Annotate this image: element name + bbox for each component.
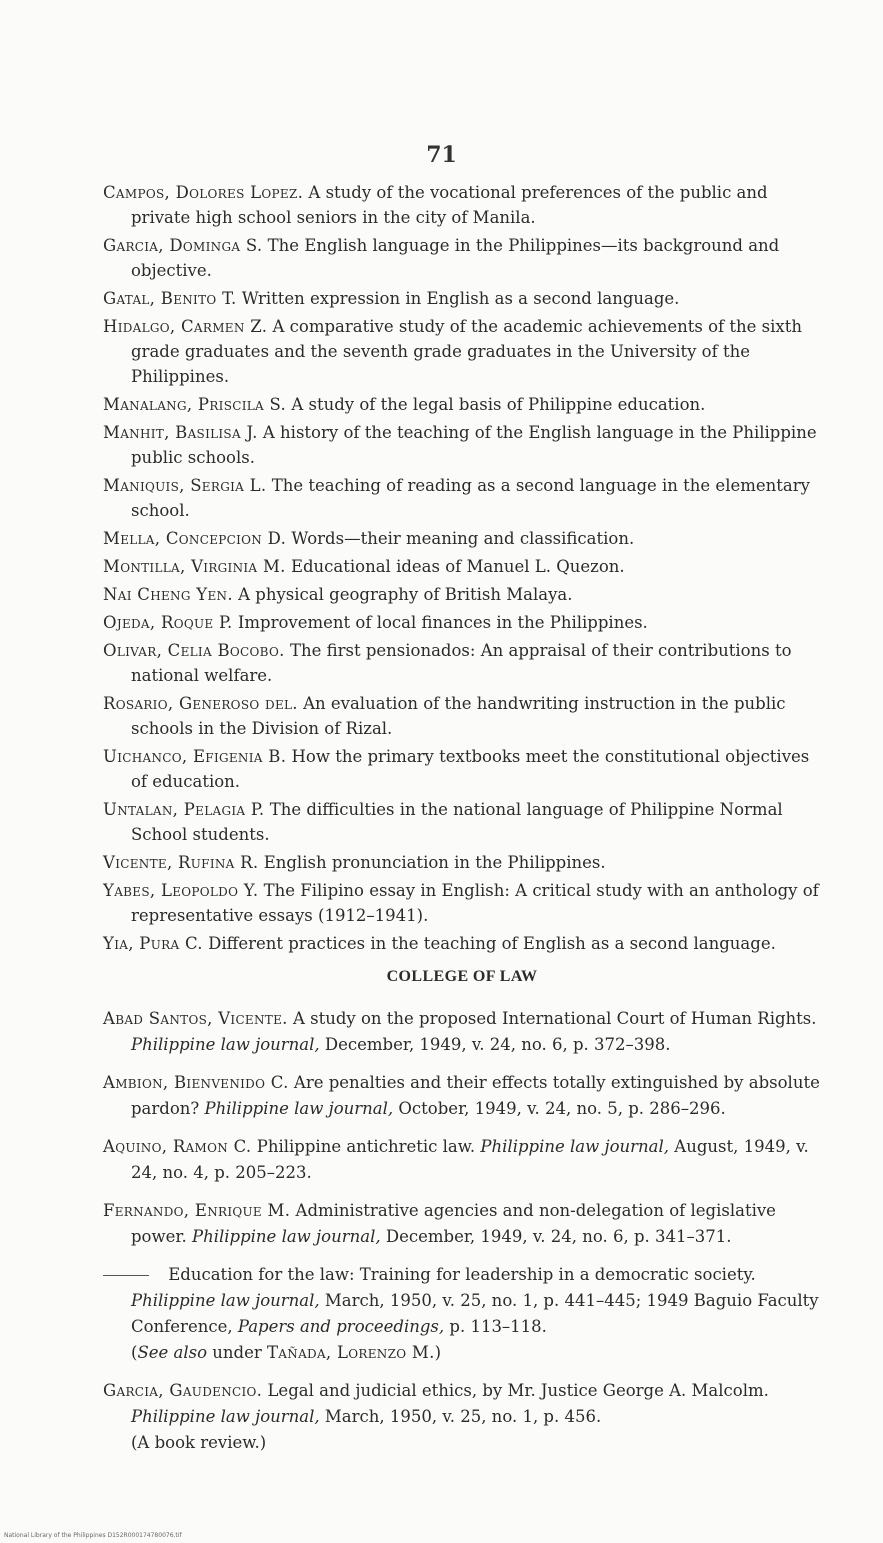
list-item [103, 610, 821, 635]
education-entries [103, 180, 821, 956]
footer-stamp: National Library of the Philippines D152R000174780076.tif [4, 1532, 182, 1539]
entry-title: Are penalties and their effects totally extinguished by absolute pardon? [131, 1073, 820, 1118]
entry-title: The Filipino essay in English: A critical study with an anthology of representative essays (1912–1941). [131, 881, 819, 925]
entry-journal: Philippine law journal, [131, 1291, 320, 1310]
entry-journal: Philippine law journal, [204, 1099, 394, 1118]
entry-author: Garcia, Dominga S. [103, 236, 263, 255]
entry-author: Maniquis, Sergia L. [103, 476, 267, 495]
entry-author: Nai Cheng Yen. [103, 585, 233, 604]
list-item [103, 420, 821, 470]
entry-title: A physical geography of British Malaya. [238, 585, 573, 604]
list-item [103, 233, 821, 283]
entry-title: The teaching of reading as a second language in the elementary school. [131, 476, 810, 520]
entry-author: Manhit, Basilisa J. [103, 423, 258, 442]
list-item [103, 1134, 821, 1186]
list-item [103, 526, 821, 551]
list-item [103, 1070, 821, 1122]
list-item: Education for the law: Training for leadership in a democratic society. Philippine law journal, March, 1950, v. 25, no. 1, p. 441–445; 1949 Baguio Faculty Conference, Papers and proceedings, p. 113–118. (See also under Tañada, Lorenzo M.) [103, 1262, 821, 1366]
list-item [103, 473, 821, 523]
entry-author: Uichanco, Efigenia B. [103, 747, 287, 766]
list-item [103, 691, 821, 741]
entry-author: Garcia, Gaudencio. [103, 1381, 263, 1400]
see-also-under: under [212, 1343, 262, 1362]
entry-title: How the primary textbooks meet the constitutional objectives of education. [131, 747, 810, 791]
see-also-name: Tañada, Lorenzo M.) [267, 1343, 442, 1362]
entry-author: Olivar, Celia Bocobo. [103, 641, 285, 660]
entry-title: Philippine antichretic law. [256, 1137, 476, 1156]
list-item [103, 638, 821, 688]
page-content [103, 180, 821, 1468]
law-entries [103, 1006, 821, 1456]
entry-title: A history of the teaching of the English language in the Philippine public schools. [131, 423, 817, 467]
entry-author: Gatal, Benito T. [103, 289, 237, 308]
entry-author: Campos, Dolores Lopez. [103, 183, 304, 202]
entry-title: Written expression in English as a second language. [241, 289, 680, 308]
entry-author: Mella, Concepcion D. [103, 529, 287, 548]
entry-title: Improvement of local finances in the Philippines. [237, 613, 648, 632]
entry-citation: October, 1949, v. 24, no. 5, p. 286–296. [398, 1099, 726, 1118]
entry-author: Montilla, Virginia M. [103, 557, 286, 576]
entry-author: Hidalgo, Carmen Z. [103, 317, 268, 336]
entry-title: English pronunciation in the Philippines. [263, 853, 606, 872]
list-item [103, 931, 821, 956]
entry-author: Abad Santos, Vicente. [103, 1009, 288, 1028]
entry-note: (A book review.) [131, 1433, 267, 1452]
entry-title: Legal and judicial ethics, by Mr. Justice George A. Malcolm. [267, 1381, 769, 1400]
section-heading: COLLEGE OF LAW [386, 968, 538, 985]
entry-citation-2: p. 113–118. [449, 1317, 547, 1336]
entry-title: Administrative agencies and non-delegation of legislative power. [131, 1201, 776, 1246]
entry-author: Manalang, Priscila S. [103, 395, 287, 414]
list-item [103, 850, 821, 875]
entry-title: Words—their meaning and classification. [291, 529, 635, 548]
list-item [103, 1378, 821, 1456]
list-item [103, 314, 821, 389]
entry-author: Rosario, Generoso del. [103, 694, 298, 713]
entry-title: The difficulties in the national language of Philippine Normal School students. [131, 800, 783, 844]
entry-citation: March, 1950, v. 25, no. 1, p. 456. [324, 1407, 602, 1426]
entry-author: Vicente, Rufina R. [103, 853, 259, 872]
entry-journal-2: Papers and proceedings, [237, 1317, 445, 1336]
entry-title: The English language in the Philippines—its background and objective. [131, 236, 780, 280]
entry-journal: Philippine law journal, [131, 1407, 320, 1426]
entry-title: Education for the law: Training for leadership in a democratic society. [168, 1265, 756, 1284]
entry-journal: Philippine law journal, [480, 1137, 670, 1156]
page-number: 71 [426, 142, 457, 168]
list-item [103, 286, 821, 311]
entry-citation: December, 1949, v. 24, no. 6, p. 341–371. [385, 1227, 732, 1246]
list-item [103, 797, 821, 847]
list-item [103, 1006, 821, 1058]
list-item [103, 392, 821, 417]
entry-journal: Philippine law journal, [131, 1035, 320, 1054]
entry-title: A comparative study of the academic achievements of the sixth grade graduates and the seventh grade graduates in the University of the Philippines. [131, 317, 802, 386]
entry-journal: Philippine law journal, [191, 1227, 381, 1246]
entry-citation: March, 1950, v. 25, no. 1, p. 441–445; 1949 Baguio Faculty Conference, [131, 1291, 819, 1336]
list-item [103, 180, 821, 230]
list-item [103, 744, 821, 794]
ditto-dash [103, 1275, 149, 1276]
entry-author: Fernando, Enrique M. [103, 1201, 291, 1220]
entry-author: Yabes, Leopoldo Y. [103, 881, 259, 900]
entry-citation: August, 1949, v. 24, no. 4, p. 205–223. [131, 1137, 809, 1182]
entry-title: Different practices in the teaching of English as a second language. [208, 934, 776, 953]
entry-author: Ambion, Bienvenido C. [103, 1073, 289, 1092]
entry-title: An evaluation of the handwriting instruction in the public schools in the Division of Rizal. [131, 694, 786, 738]
list-item [103, 582, 821, 607]
entry-title: A study of the vocational preferences of the public and private high school seniors in the city of Manila. [131, 183, 768, 227]
entry-author: Aquino, Ramon C. [103, 1137, 252, 1156]
entry-title: A study on the proposed International Court of Human Rights. [292, 1009, 817, 1028]
entry-author: Ojeda, Roque P. [103, 613, 233, 632]
entry-title: Educational ideas of Manuel L. Quezon. [290, 557, 625, 576]
entry-author: Untalan, Pelagia P. [103, 800, 265, 819]
see-also: See also [137, 1343, 208, 1362]
entry-author: Yia, Pura C. [103, 934, 203, 953]
list-item [103, 1198, 821, 1250]
list-item [103, 554, 821, 579]
entry-title: A study of the legal basis of Philippine education. [291, 395, 706, 414]
list-item [103, 878, 821, 928]
entry-title: The first pensionados: An appraisal of their contributions to national welfare. [131, 641, 792, 685]
entry-citation: December, 1949, v. 24, no. 6, p. 372–398. [324, 1035, 671, 1054]
